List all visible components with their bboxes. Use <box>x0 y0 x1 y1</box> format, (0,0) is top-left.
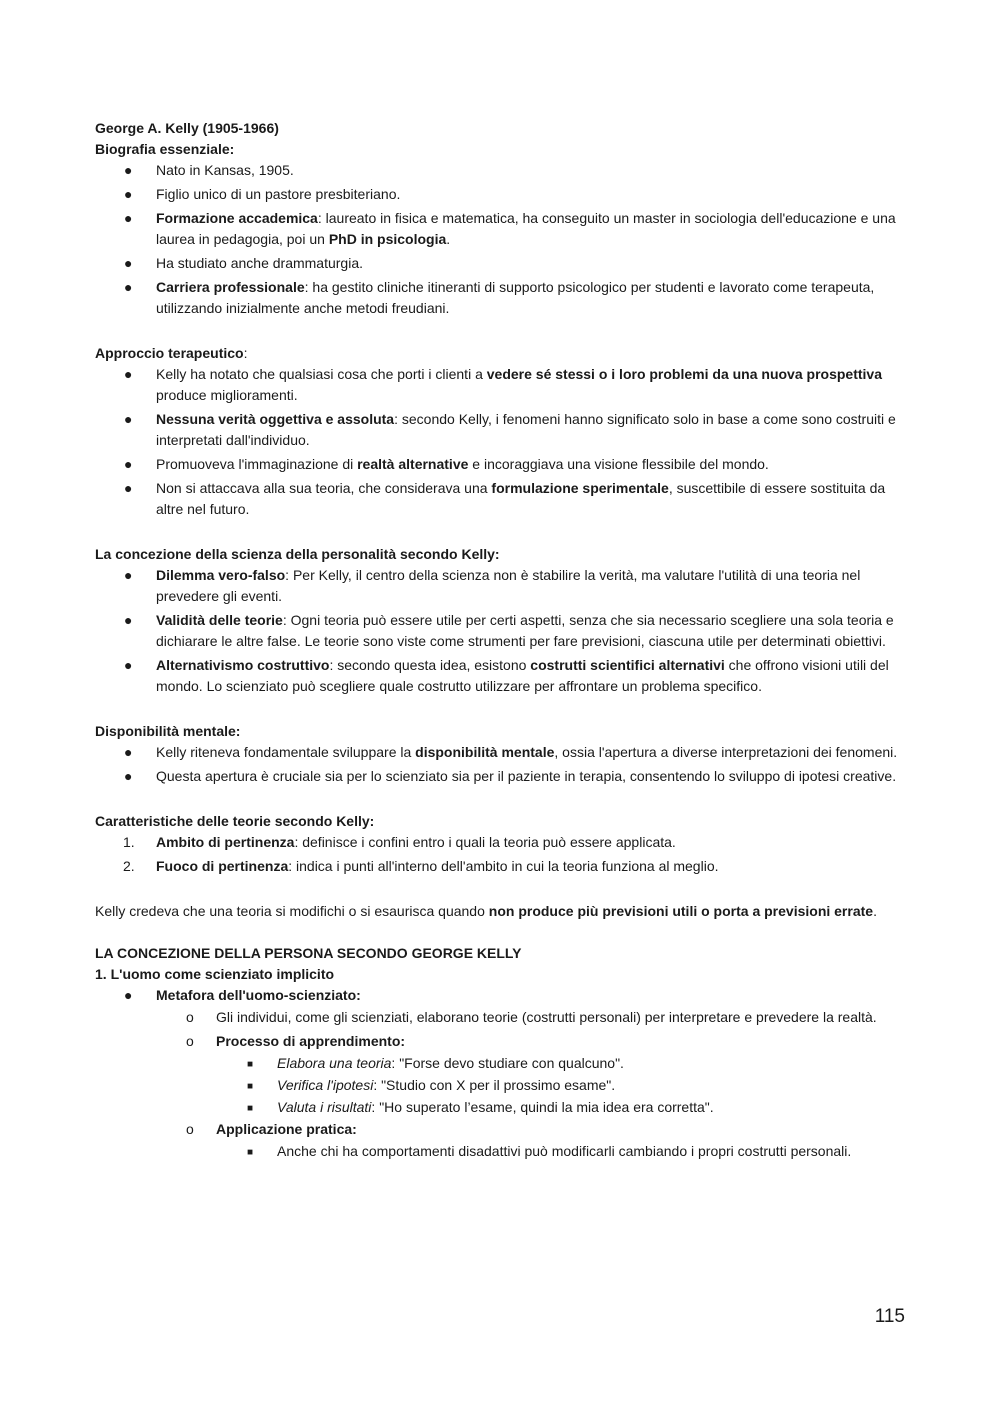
subsection-heading: 1. L'uomo come scienziato implicito <box>95 966 335 982</box>
list-item: ■ Valuta i risultati: "Ho superato l’esame, quindi la mia idea era corretta". <box>247 1099 714 1115</box>
list-item: ● Nato in Kansas, 1905. <box>124 162 294 178</box>
features-heading: Caratteristiche delle teorie secondo Kelly: <box>95 813 375 829</box>
list-item: o Processo di apprendimento: <box>186 1033 406 1049</box>
science-list <box>95 565 905 697</box>
list-item: 2. Fuoco di pertinenza: indica i punti all'interno dell'ambito in cui la teoria funziona al meglio. <box>123 858 719 874</box>
list-item: ● Nessuna verità oggettiva e assoluta: secondo Kelly, i fenomeni hanno significato solo in base a come sono costruiti e interpretati dall'individuo. <box>124 411 896 448</box>
list-item: o Applicazione pratica: <box>186 1121 357 1137</box>
list-item: ● Metafora dell'uomo-scienziato: <box>124 987 361 1003</box>
approach-list <box>95 364 905 520</box>
list-item: ● Figlio unico di un pastore presbiteriano. <box>124 186 401 202</box>
list-item: ● Carriera professionale: ha gestito cliniche itineranti di supporto psicologico per studenti e lavorato come terapeuta, utilizzando inizialmente anche metodi freudiani. <box>124 279 875 316</box>
list-item: o Gli individui, come gli scienziati, elaborano teorie (costrutti personali) per interpretare e prevedere la realtà. <box>186 1009 877 1025</box>
section-heading: LA CONCEZIONE DELLA PERSONA SECONDO GEORGE KELLY <box>95 945 522 961</box>
list-item: ● Kelly riteneva fondamentale sviluppare la disponibilità mentale, ossia l'apertura a diverse interpretazioni dei fenomeni. <box>124 744 898 760</box>
person-list <box>95 985 905 1162</box>
list-item: ■ Elabora una teoria: "Forse devo studiare con qualcuno". <box>247 1055 624 1071</box>
list-item: ● Validità delle teorie: Ogni teoria può essere utile per certi aspetti, senza che sia necessario scegliere una sola teoria e dichiarare le altre false. Le teorie sono viste come strumenti per fare previsioni, ciascuna utile per determinati obiettivi. <box>124 612 894 649</box>
list-item: ● Promuoveva l'immaginazione di realtà alternative e incoraggiava una visione flessibile del mondo. <box>124 456 769 472</box>
list-item: ● Formazione accademica: laureato in fisica e matematica, ha conseguito un master in sociologia dell'educazione e una laurea in pedagogia, poi un PhD in psicologia. <box>124 210 896 247</box>
mental-list <box>95 742 905 787</box>
list-item: ● Questa apertura è cruciale sia per lo scienziato sia per il paziente in terapia, consentendo lo sviluppo di ipotesi creative. <box>124 768 897 784</box>
list-item: ■ Anche chi ha comportamenti disadattivi può modificarli cambiando i propri costrutti personali. <box>247 1143 852 1159</box>
document-page <box>95 118 905 1165</box>
list-item: ● Ha studiato anche drammaturgia. <box>124 255 363 271</box>
list-item: ● Non si attaccava alla sua teoria, che considerava una formulazione sperimentale, suscettibile di essere sostituita da altre nel futuro. <box>124 480 886 517</box>
science-heading: La concezione della scienza della personalità secondo Kelly: <box>95 546 500 562</box>
bio-heading: Biografia essenziale: <box>95 141 235 157</box>
list-item: ● Alternativismo costruttivo: secondo questa idea, esistono costrutti scientifici alternativi che offrono visioni utili del mondo. Lo scienziato può scegliere quale costrutto utilizzare per affrontare un problema specifico. <box>124 657 889 694</box>
bio-list <box>95 160 905 319</box>
list-item: 1. Ambito di pertinenza: definisce i confini entro i quali la teoria può essere applicata. <box>123 834 676 850</box>
mental-heading: Disponibilità mentale: <box>95 723 241 739</box>
features-list <box>95 832 905 877</box>
page-title: George A. Kelly (1905-1966) <box>95 120 279 136</box>
conclusion-paragraph: Kelly credeva che una teoria si modifichi o si esaurisca quando non produce più previsioni utili o porta a previsioni errate. <box>95 903 877 919</box>
list-item: ■ Verifica l'ipotesi: "Studio con X per il prossimo esame". <box>247 1077 616 1093</box>
page-number: 115 <box>874 1306 905 1327</box>
approach-heading: Approccio terapeutico: <box>95 345 248 361</box>
list-item: ● Dilemma vero-falso: Per Kelly, il centro della scienza non è stabilire la verità, ma valutare l'utilità di una teoria nel prevedere gli eventi. <box>124 567 861 604</box>
list-item: ● Kelly ha notato che qualsiasi cosa che porti i clienti a vedere sé stessi o i loro problemi da una nuova prospettiva produce miglioramenti. <box>124 366 882 403</box>
